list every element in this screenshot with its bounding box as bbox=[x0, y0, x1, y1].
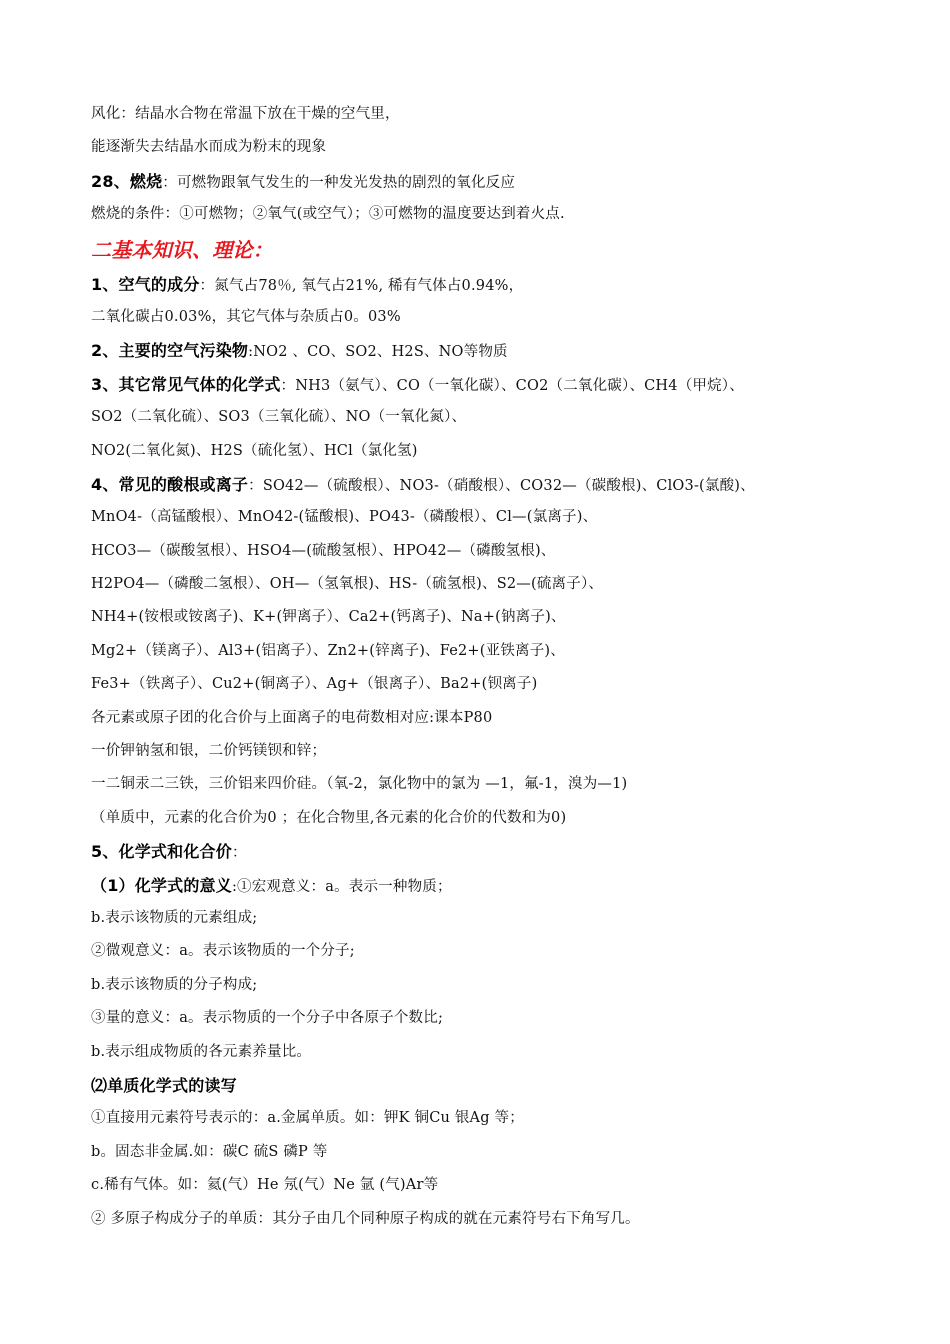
text-line bbox=[91, 501, 910, 534]
line-text: ： bbox=[231, 845, 247, 862]
line-text: ：SO42—（硫酸根）、NO3-（硝酸根）、CO32—（碳酸根)、ClO3-(氯酸)、 bbox=[248, 477, 755, 494]
text-line bbox=[91, 468, 910, 501]
term-label: 4、常见的酸根或离子 bbox=[91, 474, 249, 494]
text-line bbox=[91, 435, 910, 468]
line-text: 一价钾钠氢和银，二价钙镁钡和锌； bbox=[91, 743, 327, 760]
text-line bbox=[91, 1169, 910, 1202]
line-text: MnO4-（高锰酸根）、MnO42-(锰酸根)、PO43-（磷酸根）、Cl—(氯离子)、 bbox=[91, 509, 598, 526]
line-text: 风化：结晶水合物在常温下放在干燥的空气里， bbox=[91, 106, 400, 122]
line-text: NO2(二氧化氮)、H2S（硫化氢）、HCl（氯化氢) bbox=[91, 442, 418, 459]
line-text: ②微观意义：a。表示该物质的一个分子; bbox=[91, 943, 355, 960]
text-line bbox=[91, 165, 910, 198]
line-text: （单质中，元素的化合价为0 ；在化合物里,各元素的化合价的代数和为0) bbox=[91, 809, 567, 826]
line-text: 二氧化碳占0.03%，其它气体与杂质占0。03% bbox=[91, 308, 401, 325]
text-line bbox=[91, 1102, 910, 1135]
line-text: :NO2 、CO、SO2、H2S、NO等物质 bbox=[248, 344, 508, 361]
text-line bbox=[91, 702, 910, 735]
text-line bbox=[91, 334, 910, 367]
term-label: 1、空气的成分 bbox=[91, 274, 200, 294]
text-line bbox=[91, 668, 910, 701]
line-text: b.表示组成物质的各元素养量比。 bbox=[91, 1043, 312, 1060]
line-text: 一二铜汞二三铁，三价铝来四价硅。（氧-2，氯化物中的氯为 —1，氟-1，溴为—1) bbox=[91, 776, 628, 793]
text-line bbox=[91, 368, 910, 401]
line-text: b。固态非金属.如：碳C 硫S 磷P 等 bbox=[91, 1143, 328, 1160]
line-text: ①直接用元素符号表示的：a.金属单质。如：钾K 铜Cu 银Ag 等； bbox=[91, 1110, 524, 1127]
term-label: 2、主要的空气污染物 bbox=[91, 341, 249, 361]
term-label: （1）化学式的意义 bbox=[91, 875, 232, 895]
text-line bbox=[91, 869, 910, 902]
line-text: Mg2+（镁离子）、Al3+(铝离子）、Zn2+(锌离子)、Fe2+(亚铁离子)、 bbox=[91, 642, 565, 659]
text-line bbox=[91, 935, 910, 968]
line-text: ：可燃物跟氧气发生的一种发光发热的剧烈的氧化反应 bbox=[162, 174, 516, 191]
line-text: :①宏观意义：a。表示一种物质； bbox=[231, 878, 452, 895]
text-line bbox=[91, 902, 910, 935]
text-line bbox=[91, 1002, 910, 1035]
text-line bbox=[91, 768, 910, 801]
line-text: HCO3—（碳酸氢根）、HSO4—(硫酸氢根）、HPO42—（磷酸氢根)、 bbox=[91, 542, 556, 559]
text-line bbox=[91, 1069, 910, 1102]
text-line bbox=[91, 635, 910, 668]
heading-text: 二基本知识、理论： bbox=[91, 237, 273, 262]
text-line bbox=[91, 1136, 910, 1169]
line-text: NH4+(铵根或铵离子)、K+(钾离子）、Ca2+(钙离子)、Na+(钠离子)、 bbox=[91, 609, 566, 626]
line-text: b.表示该物质的分子构成; bbox=[91, 976, 258, 993]
section-heading bbox=[91, 232, 910, 268]
text-line bbox=[91, 535, 910, 568]
line-text: 各元素或原子团的化合价与上面离子的电荷数相对应:课本P80 bbox=[91, 709, 493, 726]
text-line bbox=[91, 601, 910, 634]
line-text: b.表示该物质的元素组成; bbox=[91, 909, 258, 926]
line-text: SO2（二氧化硫）、SO3（三氧化硫）、NO（一氧化氮）、 bbox=[91, 409, 467, 426]
line-text: ③量的意义：a。表示物质的一个分子中各原子个数比; bbox=[91, 1010, 444, 1027]
text-line bbox=[91, 735, 910, 768]
text-line bbox=[91, 568, 910, 601]
line-text: H2PO4—（磷酸二氢根）、OH—（氢氧根)、HS-（硫氢根)、S2—(硫离子）、 bbox=[91, 576, 604, 593]
term-label: 28、燃烧 bbox=[91, 171, 163, 191]
text-line bbox=[91, 268, 910, 301]
text-line bbox=[91, 131, 910, 164]
text-line bbox=[91, 969, 910, 1002]
term-label: ⑵单质化学式的读写 bbox=[91, 1075, 237, 1095]
text-line bbox=[91, 198, 910, 231]
text-line bbox=[91, 1036, 910, 1069]
text-line bbox=[91, 98, 910, 131]
document-body bbox=[91, 98, 910, 1236]
term-label: 5、化学式和化合价 bbox=[91, 842, 232, 862]
line-text: ：氮气占78％, 氧气占21%, 稀有气体占0.94%， bbox=[199, 277, 524, 294]
text-line bbox=[91, 802, 910, 835]
text-line bbox=[91, 1203, 910, 1236]
line-text: c.稀有气体。如：氦(气）He 氖(气）Ne 氩 (气)Ar等 bbox=[91, 1177, 439, 1194]
text-line bbox=[91, 401, 910, 434]
term-label: 3、其它常见气体的化学式 bbox=[91, 374, 281, 394]
line-text: 燃烧的条件：①可燃物；②氧气(或空气）；③可燃物的温度要达到着火点. bbox=[91, 206, 565, 223]
text-line bbox=[91, 301, 910, 334]
line-text: 能逐渐失去结晶水而成为粉末的现象 bbox=[91, 139, 327, 156]
line-text: ② 多原子构成分子的单质：其分子由几个同种原子构成的就在元素符号右下角写几。 bbox=[91, 1210, 640, 1227]
line-text: Fe3+（铁离子）、Cu2+(铜离子）、Ag+（银离子）、Ba2+(钡离子) bbox=[91, 676, 538, 693]
text-line bbox=[91, 835, 910, 868]
line-text: ：NH3（氨气）、CO（一氧化碳）、CO2（二氧化碳）、CH4（甲烷）、 bbox=[280, 377, 744, 394]
